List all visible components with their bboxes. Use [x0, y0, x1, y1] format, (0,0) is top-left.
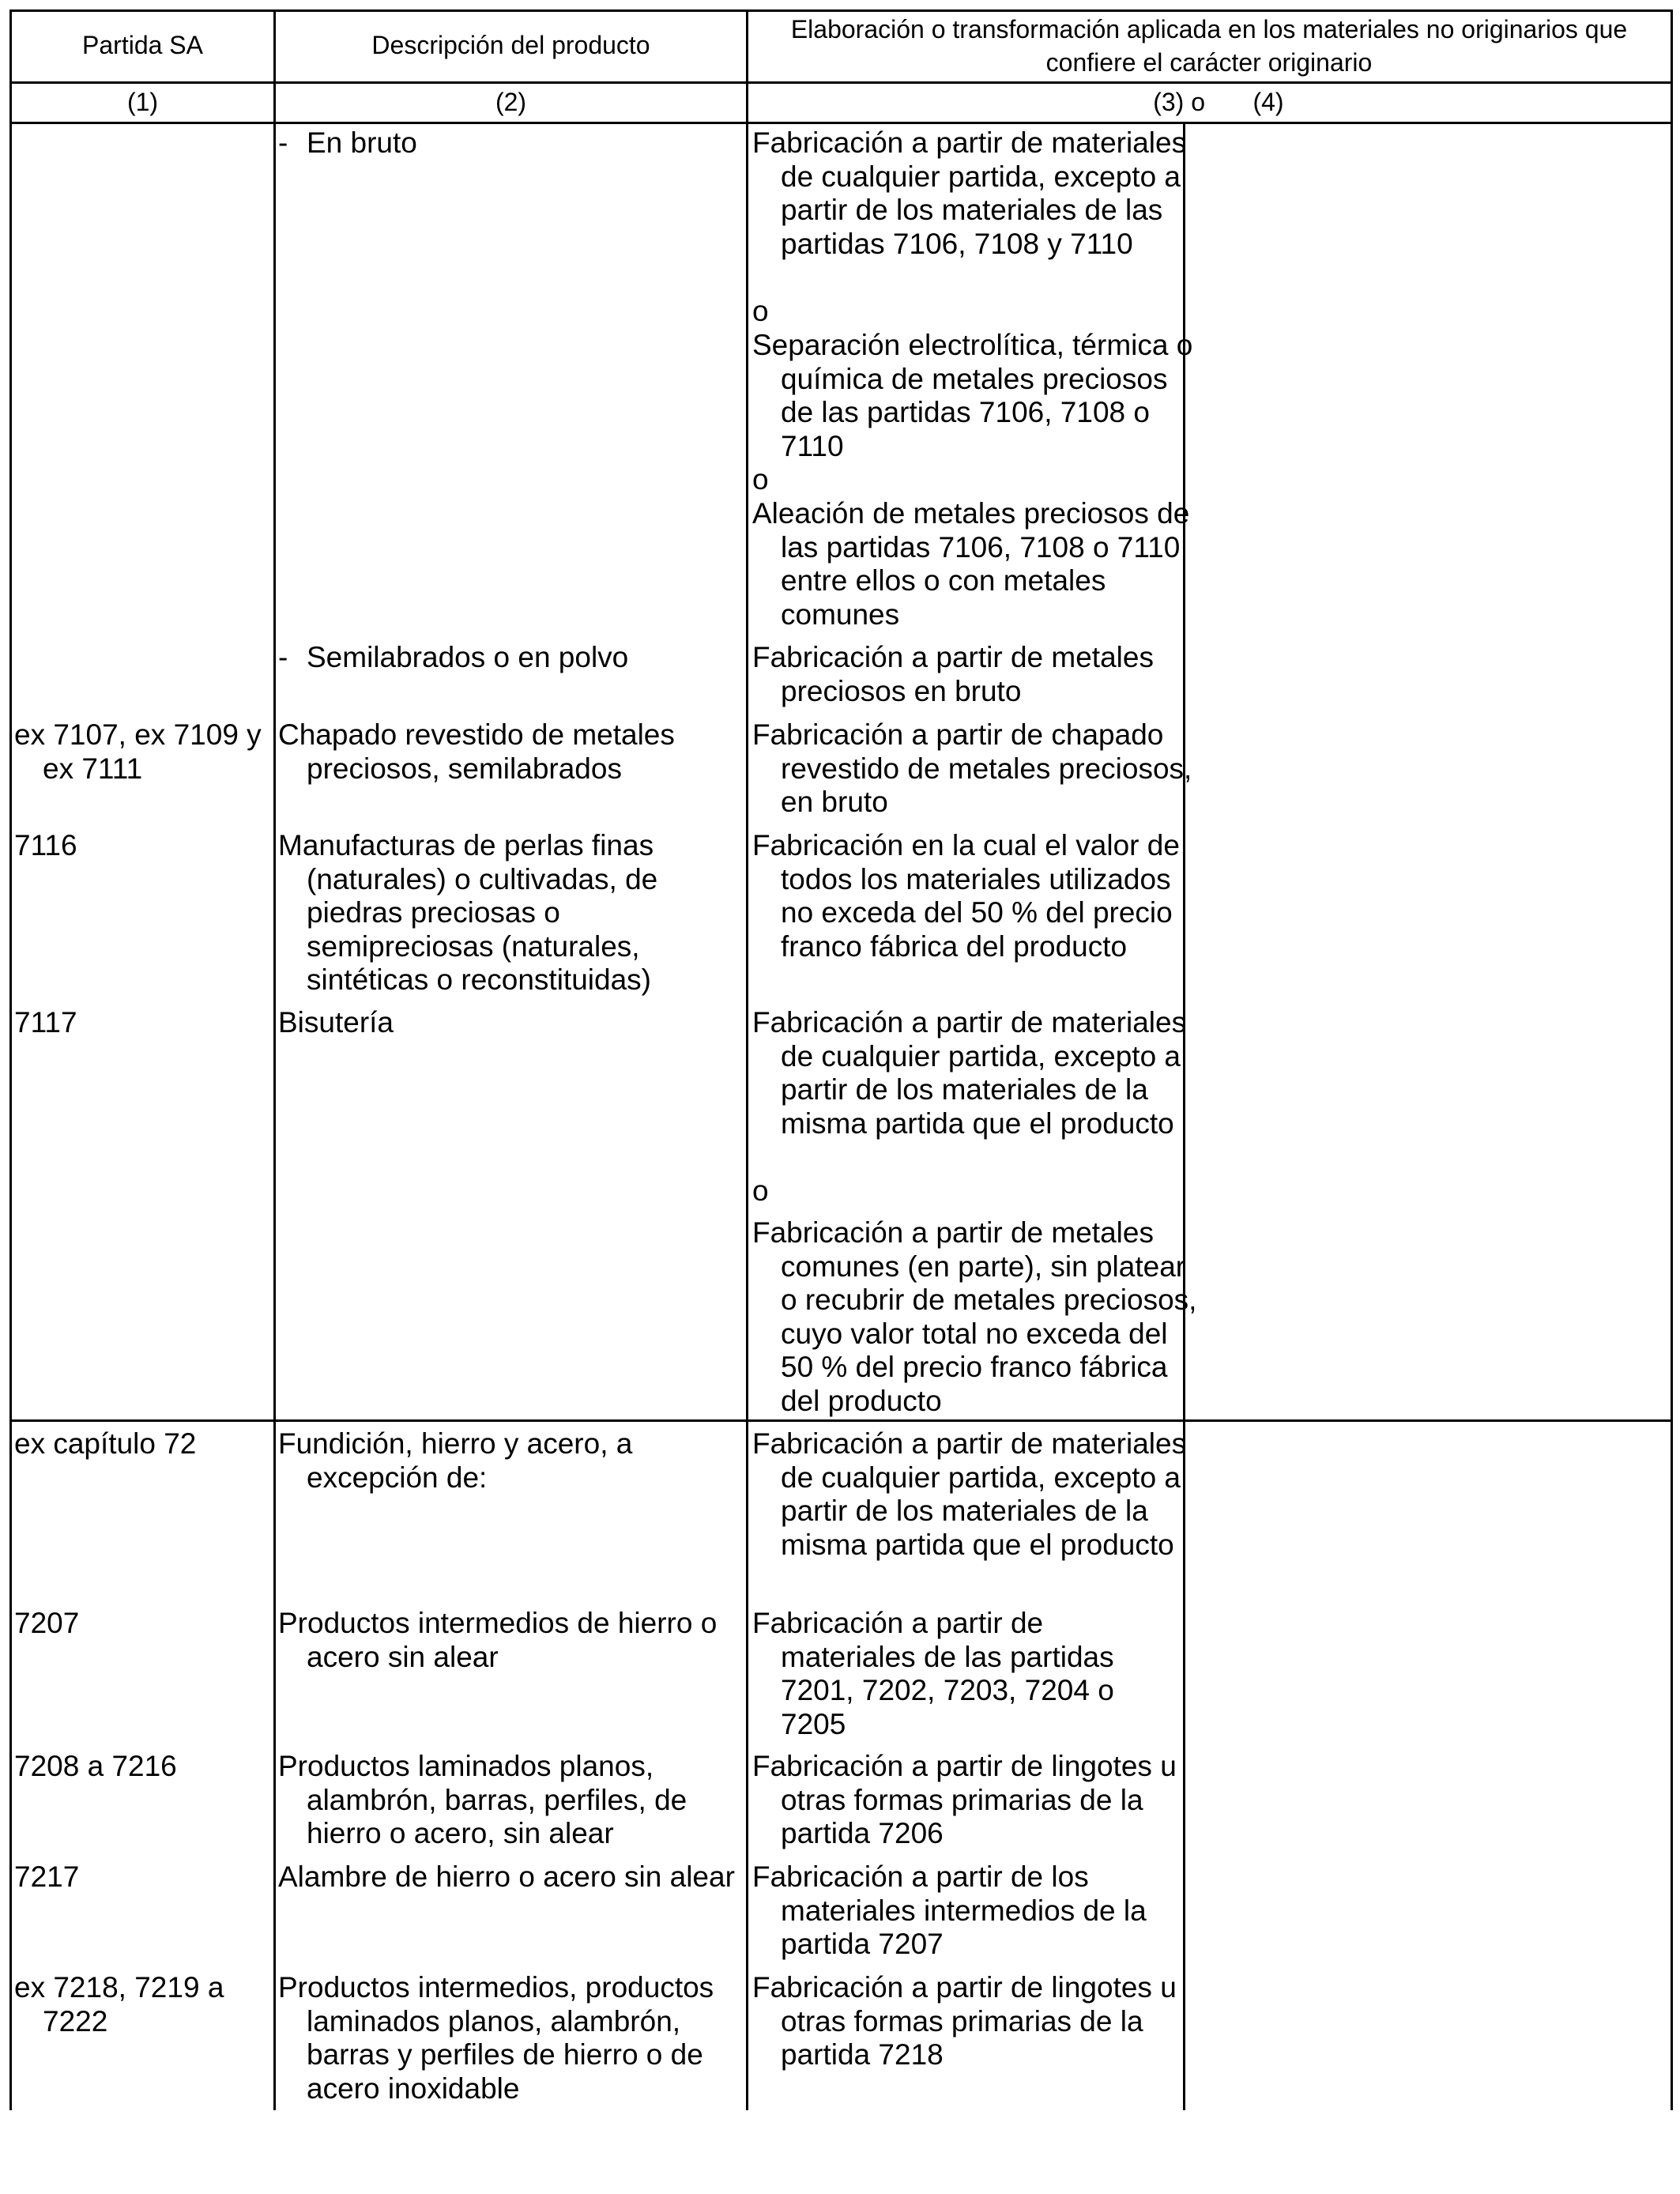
r7217-rule: Fabricación a partir de los materiales intermedios de la partida 7207	[752, 1860, 1147, 1961]
header-num-2: (2)	[495, 88, 527, 116]
column-divider-2	[746, 9, 748, 2110]
bruto-or-1: o	[752, 295, 769, 327]
r7208-rule: Fabricación a partir de lingotes u otras formas primarias de la partida 7206	[752, 1750, 1177, 1850]
bruto-rule-2: Separación electrolítica, térmica o química de metales preciosos de las partidas 7106, 7108 o 7110	[752, 329, 1193, 462]
r7107-description: Chapado revestido de metales preciosos, semilabrados	[278, 718, 675, 785]
r7116-rule: Fabricación en la cual el valor de todos los materiales utilizados no exceda del 50 % del precio franco fábrica del producto	[752, 829, 1180, 963]
header-elaboracion: Elaboración o transformación aplicada en los materiales no originarios que confiere el carácter originario	[790, 15, 1628, 77]
bruto-rule-3: Aleación de metales preciosos de las partidas 7106, 7108 o 7110 entre ellos o con metales comunes	[752, 497, 1190, 631]
r7208-code: 7208 a 7216	[14, 1750, 177, 1782]
r7117-description: Bisutería	[278, 1006, 394, 1039]
bruto-or-2: o	[752, 463, 769, 496]
bruto-dash: -	[278, 126, 288, 159]
table-left-border	[9, 9, 12, 2110]
column-divider-1	[273, 9, 276, 2110]
r7207-description: Productos intermedios de hierro o acero sin alear	[278, 1607, 718, 1673]
semi-description: Semilabrados o en polvo	[307, 641, 629, 673]
r7116-description: Manufacturas de perlas finas (naturales) o cultivadas, de piedras preciosas o semipreciosas (naturales, sintéticas o reconstituidas)	[278, 829, 658, 997]
header-bottom-border	[9, 122, 1673, 124]
semi-rule: Fabricación a partir de metales preciosos en bruto	[752, 641, 1154, 707]
table-right-border	[1671, 9, 1673, 2110]
bruto-description: En bruto	[307, 126, 417, 159]
r7208-description: Productos laminados planos, alambrón, barras, perfiles, de hierro o acero, sin alear	[278, 1750, 687, 1850]
semi-dash: -	[278, 641, 288, 673]
r7207-rule: Fabricación a partir de materiales de las partidas 7201, 7202, 7203, 7204 o 7205	[752, 1607, 1114, 1740]
header-num-1: (1)	[126, 88, 159, 116]
header-num-4: (4)	[1252, 88, 1284, 116]
r7117-code: 7117	[14, 1006, 77, 1039]
r7107-rule: Fabricación a partir de chapado revestido de metales preciosos, en bruto	[752, 718, 1192, 819]
r7117-or: o	[752, 1174, 769, 1207]
r7117-rule-2: Fabricación a partir de metales comunes (en parte), sin platear o recubrir de metales preciosos, cuyo valor total no exceda del 50 % del precio franco fábrica del producto	[752, 1216, 1197, 1417]
table-top-border	[9, 9, 1673, 12]
r7107-code: ex 7107, ex 7109 y ex 7111	[14, 718, 262, 785]
r7218-code: ex 7218, 7219 a 7222	[14, 1971, 224, 2038]
c72-description: Fundición, hierro y acero, a excepción de:	[278, 1427, 633, 1494]
section-divider	[9, 1419, 1673, 1422]
bruto-rule-1: Fabricación a partir de materiales de cualquier partida, excepto a partir de los materiales de las partidas 7106, 7108 y 7110	[752, 126, 1187, 260]
r7116-code: 7116	[14, 829, 77, 861]
header-num-3-or: (3) o	[1153, 88, 1205, 116]
r7218-rule: Fabricación a partir de lingotes u otras formas primarias de la partida 7218	[752, 1971, 1177, 2071]
r7217-code: 7217	[14, 1860, 80, 1893]
c72-rule: Fabricación a partir de materiales de cualquier partida, excepto a partir de los materiales de la misma partida que el producto	[752, 1427, 1187, 1561]
c72-code: ex capítulo 72	[14, 1427, 197, 1460]
header-partida-sa: Partida SA	[82, 31, 203, 59]
r7217-description: Alambre de hierro o acero sin alear	[278, 1860, 735, 1893]
r7207-code: 7207	[14, 1607, 80, 1639]
header-divider	[9, 81, 1673, 84]
header-descripcion: Descripción del producto	[371, 31, 650, 59]
r7117-rule-1: Fabricación a partir de materiales de cualquier partida, excepto a partir de los materiales de la misma partida que el producto	[752, 1006, 1187, 1140]
r7218-description: Productos intermedios, productos laminados planos, alambrón, barras y perfiles de hierro o de acero inoxidable	[278, 1971, 714, 2105]
